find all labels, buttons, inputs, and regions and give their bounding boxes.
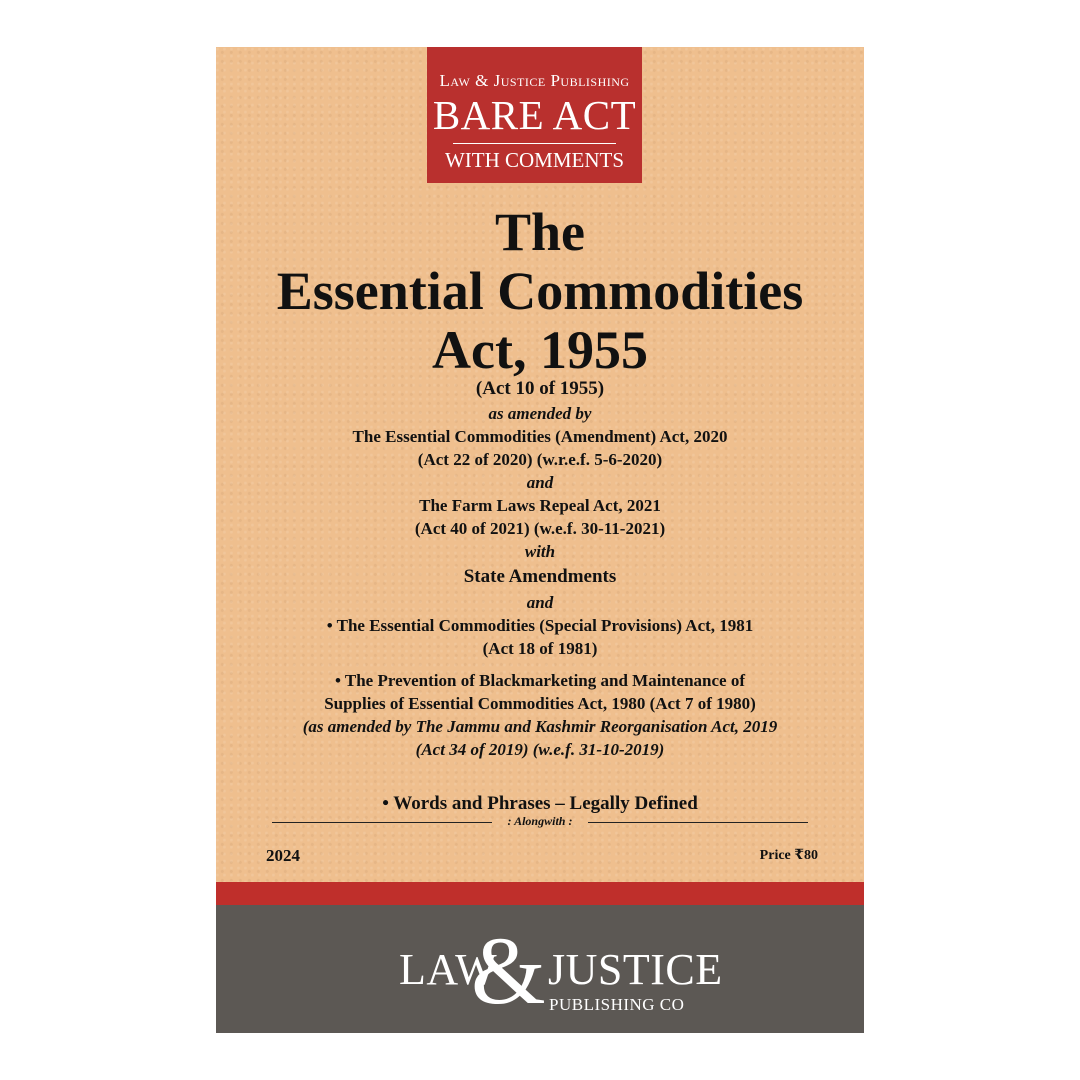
amendment-1-ref: (Act 22 of 2020) (w.r.e.f. 5-6-2020) [417,450,663,469]
badge-subtitle: WITH COMMENTS [444,148,625,172]
publisher-band [216,905,864,1033]
publisher-logo [216,905,864,1033]
jk-amendment-line-2: (Act 34 of 2019) (w.e.f. 31-10-2019) [415,740,665,759]
jk-amendment-line-1: (as amended by The Jammu and Kashmir Reorganisation Act, 2019 [302,717,778,736]
title-line-3: Act, 1955 [432,320,648,380]
and-2: and [526,593,554,612]
logo-publishing-co: PUBLISHING CO [549,995,685,1014]
as-amended-by: as amended by [488,404,592,423]
special-provisions-ref: (Act 18 of 1981) [482,639,598,658]
logo-ampersand: & [471,917,546,1024]
edition-year: 2024 [266,846,300,865]
logo-law: LAW [399,945,498,994]
price-label: Price ₹80 [759,848,818,863]
badge-divider [453,143,616,144]
badge-publisher: Law & Justice Publishing [439,71,630,90]
badge-series: BARE ACT [432,92,637,138]
title-line-2: Essential Commodities [276,261,804,321]
amendment-2-ref: (Act 40 of 2021) (w.e.f. 30-11-2021) [414,519,666,538]
state-amendments: State Amendments [463,566,617,587]
words-and-phrases: • Words and Phrases – Legally Defined [382,793,698,814]
amendment-2: The Farm Laws Repeal Act, 2021 [419,496,661,515]
and-1: and [526,473,554,492]
book-cover [216,47,864,1033]
amendment-1: The Essential Commodities (Amendment) Act, 2020 [352,427,728,446]
act-number: (Act 10 of 1955) [475,378,605,399]
prevention-act-line-2: Supplies of Essential Commodities Act, 1980 (Act 7 of 1980) [324,694,756,713]
red-band [216,882,864,905]
prevention-act-line-1: • The Prevention of Blackmarketing and Maintenance of [334,671,745,690]
title-line-1: The [494,202,586,262]
bare-act-badge [427,47,642,183]
special-provisions-act: • The Essential Commodities (Special Provisions) Act, 1981 [326,616,754,635]
alongwith-label: : Alongwith : [507,814,573,828]
logo-justice: JUSTICE [548,945,723,994]
with-label: with [524,542,556,561]
